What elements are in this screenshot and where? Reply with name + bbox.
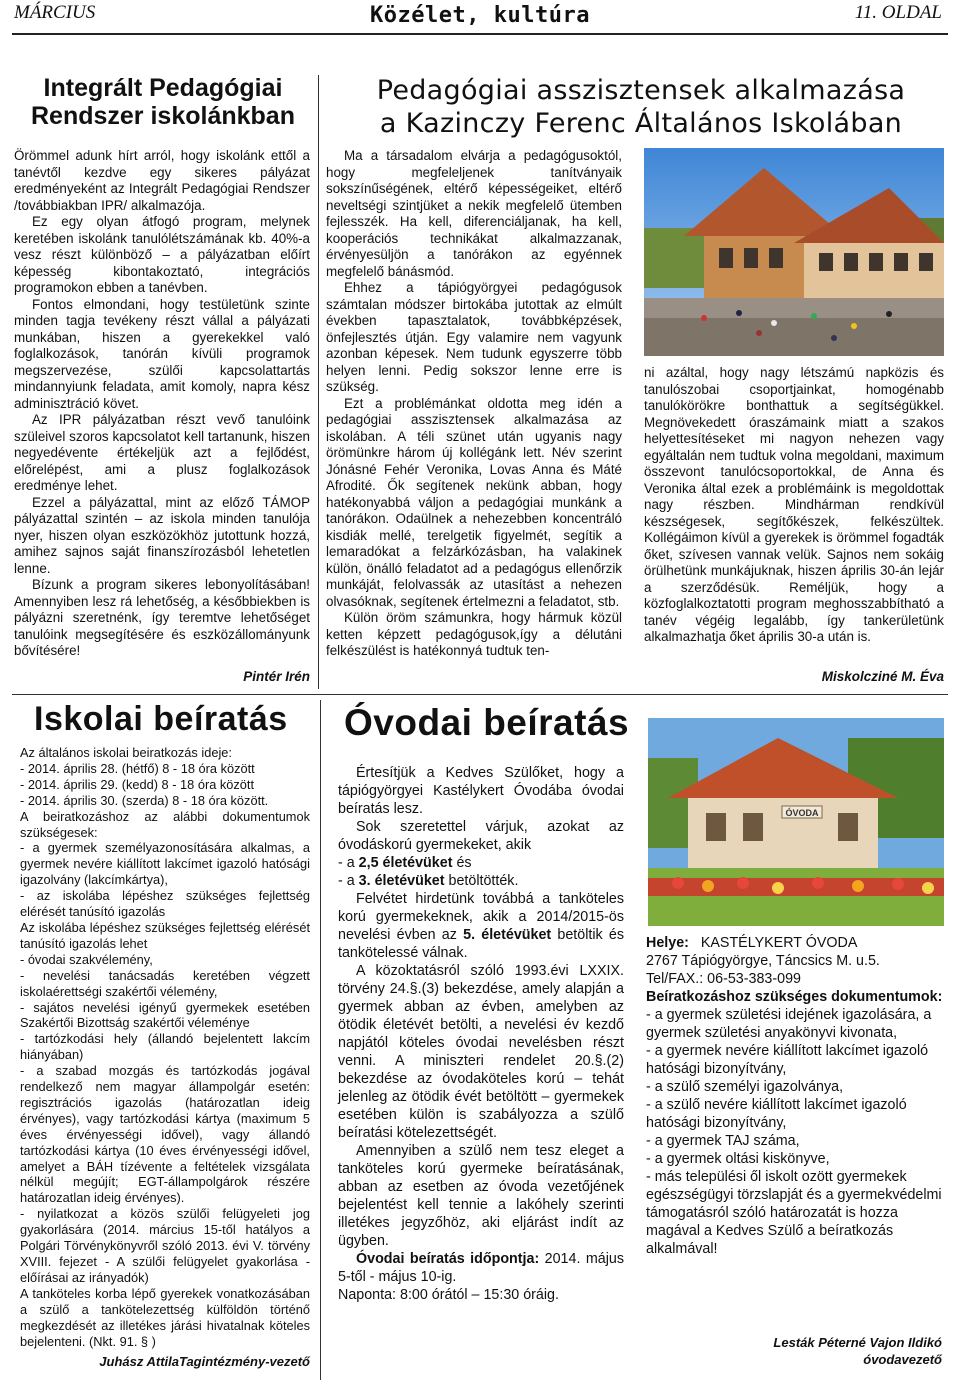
header-month: MÁRCIUS — [14, 2, 96, 23]
article2-body-col1 — [326, 148, 622, 660]
article3-date: - 2014. április 28. (hétfő) 8 - 18 óra között — [20, 760, 255, 776]
school-photo-illustration — [644, 148, 944, 356]
article4-paragraph: Sok szeretettel várjuk, azokat az óvodáskorú gyermekeket, akik — [338, 819, 624, 853]
article3-doc-item: - a szabad mozgás és tartózkodás jogával rendelkező nem magyar állampolgár esetén: regisztrációs igazolás (határozatlan ideig érvényes), vagy tartózkodási kártya (maximum 5 éves érvényességi idővel), vagy állandó tartózkodási kártya (10 éves érvényességi idővel, amelyet a BÁH tízévente a feltételek vizsgálata nélkül megújít; EGT-állampolgárok részére határozatlan ideig érvényes). — [20, 1063, 310, 1206]
article4-title: Óvodai beíratás — [344, 702, 630, 743]
column-divider-bottom — [320, 700, 321, 1380]
kindergarten-phone: Tel/FAX.: 06-53-383-099 — [646, 971, 801, 987]
article4-age-item: - a 2,5 életévüket és — [338, 855, 472, 871]
article1-body — [14, 148, 310, 660]
article1-paragraph: Ez egy olyan átfogó program, melynek keretében iskolánk tanulólétszámának kb. 40%-a vesz részt különböző – a pályázatban előírt képesség kibontakoztató, integrációs programokon ebben a tanévben. — [14, 214, 310, 295]
article4-paragraph: Értesítjük a Kedves Szülőket, hogy a tápiógyörgyei Kastélykert Óvodába óvodai beíratás lesz. — [338, 765, 624, 817]
kindergarten-doc-item: - a szülő nevére kiállított lakcímet igazoló hatósági bizonyítvány, — [646, 1097, 907, 1131]
header-page: 11. OLDAL — [854, 2, 942, 23]
article3-doc-item: - óvodai szakvélemény, — [20, 951, 153, 967]
article3-doc-item: - nevelési tanácsadás keretében végzett iskolaérettségi szakértői vélemény, — [20, 967, 310, 999]
article1-paragraph: Ezzel a pályázattal, mint az előző TÁMOP pályázattal szintén – az iskola minden tanulója nyer, hiszen olyan eszközökhöz jutottunk hozzá, amihez sajnos saját finanszírozásból lehetetlen lenne. — [14, 494, 310, 576]
article3-date: - 2014. április 30. (szerda) 8 - 18 óra között. — [20, 792, 269, 808]
column-divider — [318, 75, 319, 689]
article4-signature — [646, 1334, 942, 1368]
kindergarten-sign: ÓVODA — [785, 808, 819, 818]
header-rule — [12, 33, 948, 35]
article3-docs-intro: A beiratkozáshoz az alábbi dokumentumok szükségesek: — [20, 808, 310, 840]
kindergarten-doc-item: - a gyermek születési idejének igazolására, a gyermek születési anyakönyvi kivonata, — [646, 1007, 932, 1041]
kindergarten-docs-title: Beíratkozáshoz szükséges dokumentumok: — [646, 989, 943, 1005]
article1-title: Integrált Pedagógiai Rendszer iskolánkban — [31, 74, 295, 130]
article3-doc-item: - sajátos nevelési igényű gyermekek esetében Szakértői Bizottság szakértői véleménye — [20, 999, 310, 1031]
article2-paragraph: Ehhez a tápiógyörgyei pedagógusok számtalan módszer birtokába jutottak az elmúlt években tapasztalatok, továbbképzések, önfejlesztés útján. Egy valamire nem vagyunk azonban képesek. Nem tudunk egyszerre több helyen lenni. Pedig sokszor lenne erre is szükség. — [326, 280, 622, 394]
article2-paragraph: Ma a társadalom elvárja a pedagógusoktól, hogy megfeleljenek tanítványaik sokszínűségének, eltérő képességeiket, eltérő neveltségi szintjüket a nekik megfelelő ütemben fejlesszék. Ha kell, diferenciáljanak, ha kell, kooperációs technikákat alkalmazzanak, érvényesüljön a tanórákon az egyénnek megfelelő bánásmód. — [326, 148, 622, 279]
article3-title: Iskolai beíratás — [34, 700, 288, 738]
article1-paragraph: Az IPR pályázatban részt vevő tanulóink szüleivel szoros kapcsolatot kell tartanunk, hiszen negyedévente értékeljük azt a fejlődést, előrelépést, ami a plusz foglalkozások eredménye lehet. — [14, 412, 310, 493]
article2-body-col2 — [644, 365, 944, 646]
article2-title: Pedagógiai asszisztensek alkalmazása a Kazinczy Ferenc Általános Iskolában — [376, 75, 906, 139]
article4-age-item: - a 3. életévüket betöltötték. — [338, 873, 519, 889]
article4-signature-role: óvodavezető — [863, 1352, 942, 1367]
kindergarten-doc-item: - más települési ől iskolt ozött gyermekek egészségügyi törzslapját és a gyermekvédelmi támogatásról szóló határozatát is hozza magával a Kedves Szülő a beíratkozás alkalmával! — [646, 1169, 942, 1257]
article3-doc-item: Az iskolába lépéshez szükséges fejlettség elérését tanúsító igazolás lehet — [20, 919, 310, 951]
article1-paragraph: Bízunk a program sikeres lebonyolításában! Amennyiben lesz rá lehetőség, a későbbiekben is pályázni szeretnénk, így teremtve lehetőséget tanulóink megsegítésére és eszközállományunk bővítésére! — [14, 577, 310, 658]
article2-paragraph: Külön öröm számunkra, hogy hármuk közül ketten képzett pedagógusok,így a délutáni felkészülést is hatékonnyá tudtuk ten- — [326, 610, 622, 658]
article3-intro: Az általános iskolai beiratkozás ideje: — [20, 745, 232, 760]
kindergarten-photo-illustration — [648, 718, 944, 926]
kindergarten-place: Helye: KASTÉLYKERT ÓVODA — [646, 935, 858, 951]
article4-paragraph: Felvétet hirdetünk továbbá a tanköteles korú gyermekeknek, akik a 2014/2015-ös nevelési évben az 5. életévüket betöltik és tankötelessé válnak. — [338, 891, 624, 961]
article3-doc-item: - nyilatkozat a közös szülői felügyeleti jog gyakorlására (2014. március 15-től hatályos a Polgári Törvénykönyvről szóló 2013. évi V. törvény XVIII. fejezet - A szülői felügyelet gyakorlása - előírásai az irányadók) — [20, 1206, 310, 1285]
kindergarten-doc-item: - a szülő személyi igazolványa, — [646, 1079, 844, 1095]
school-photo — [644, 148, 944, 356]
kindergarten-doc-item: - a gyermek TAJ száma, — [646, 1133, 800, 1149]
section-divider — [12, 694, 948, 695]
article4-info — [646, 934, 946, 1258]
article1-signature: Pintér Irén — [243, 669, 310, 684]
article4-hours: Naponta: 8:00 órától – 15:30 óráig. — [338, 1287, 559, 1303]
article3-doc-item: A tanköteles korba lépő gyerekek vonatkozásában a szülő a tankötelezettség külföldön történő megkezdését az illetékes járási hivatalnak köteles bejelenteni. (Nkt. 91. § ) — [20, 1285, 310, 1349]
kindergarten-address: 2767 Tápiógyörgye, Táncsics M. u.5. — [646, 953, 880, 969]
article1-paragraph: Fontos elmondani, hogy testületünk szinte minden tagja tevékeny részt vállal a pályázati munkában, hiszen a gyerekekkel való foglalkozások, tanórán kívüli programok megszervezése, szülői kapcsolattartás mindannyiunk feladata, amit komoly, napra kész adminisztráció követ. — [14, 296, 310, 411]
article4-body — [338, 764, 624, 1304]
header-section: Közélet, kultúra — [370, 3, 590, 28]
article3-body — [20, 745, 310, 1349]
article2-paragraph-continued: ni azáltal, hogy nagy létszámú napközis és tanulószobai csoportjainkat, homogénabb tanulókörökre bonthattuk a segítségükkel. Megnövekedett óraszámaink miatt a szakos helyettesítéseket mi nagyon nehezen vagy egyáltalán nem tudtuk volna megoldani, maximum összevont tanulócsoportokkal, de Anna és Veronika által ezek a problémáink is megoldottak nagy részben. Mindhárman rendkívül készségesek, segítőkészek, felkészültek. Kollégáimon kívül a gyerekek is örömmel fogadták őket, szívesen vannak velük. Sajnos nem sokáig örülhetünk munkájuknak, hiszen április 30-án lejár a szerződésük. Reméljük, hogy a közfoglalkoztatotti program meghosszabbítható a tanév végéig legalább, így tankerületünk alkalmazhatja őket április 30-a után is. — [644, 365, 944, 644]
article4-paragraph: A közoktatásról szóló 1993.évi LXXIX. törvény 24.§.(3) bekezdése, amely alapján a gyermek abban az évben, amelyben az ötödik életévét betölti, a nevelési év kezdő napjától köteles óvodai nevelésben részt venni. A miniszteri rendelet 20.§.(2) bekezdése az óvodaköteles korú – tehát jelenleg az ötödik évét betöltött – gyermekek esetében külön is szabályozza a szülő beíratási kötelezettségét. — [338, 963, 624, 1141]
article1-paragraph: Örömmel adunk hírt arról, hogy iskolánk ettől a tanévtől kezdve egy sikeres pályázat eredményeként az Integrált Pedagógiai Rendszer /továbbiakban IPR/ alkalmazója. — [14, 148, 310, 213]
article4-date: Óvodai beíratás időpontja: 2014. május 5-től - május 10-ig. — [338, 1251, 624, 1285]
article3-doc-item: - a gyermek személyazonosítására alkalmas, a gyermek nevére kiállított lakcímet igazoló hatósági igazolvány (lakcímkártya), — [20, 840, 310, 888]
article4-paragraph: Amennyiben a szülő nem tesz eleget a tanköteles korú gyermeke beíratásának, abban az esetben az óvoda vezetőjének bejelentést kell tennie a lakóhely szerinti illetékes jegyzőhöz, aki eljárást indít az ügyben. — [338, 1143, 624, 1249]
kindergarten-photo — [648, 718, 944, 926]
kindergarten-doc-item: - a gyermek nevére kiállított lakcímet igazoló hatósági bizonyítvány, — [646, 1043, 929, 1077]
article4-signature-name: Lesták Péterné Vajon Ildikó — [773, 1335, 942, 1350]
article3-doc-item: - tartózkodási hely (állandó bejelentett lakcím hiányában) — [20, 1031, 310, 1063]
kindergarten-doc-item: - a gyermek oltási kiskönyve, — [646, 1151, 830, 1167]
article3-signature: Juhász AttilaTagintézmény-vezető — [99, 1354, 310, 1369]
article3-doc-item: - az iskolába lépéshez szükséges fejlettség elérését tanúsító igazolás — [20, 888, 310, 920]
article2-signature: Miskolcziné M. Éva — [821, 669, 944, 684]
article2-paragraph: Ezt a problémánkat oldotta meg idén a pedagógiai asszisztensek alkalmazása az iskolában. A téli szünet után ugyanis nagy örömünkre három új kollégánk lett. Név szerint Jónásné Fehér Veronika, Lovas Anna és Máté Afrodité. Ők segítenek nekünk abban, hogy hatékonyabbá váljon a pedagógiai munkánk a tanórákon. Odaülnek a nehezebben koncentráló kisdiák mellé, terelgetik figyelmét, segítik a lemaradókat a felzárkózásban, ha valakinek külön, önálló feladatot ad a pedagógus ellenőrzik munkáját, felolvassák az utasítást a nehezen olvasóknak, segítenek értelmezni a feladatot, stb. — [326, 395, 622, 609]
article3-date: - 2014. április 29. (kedd) 8 - 18 óra között — [20, 776, 255, 792]
